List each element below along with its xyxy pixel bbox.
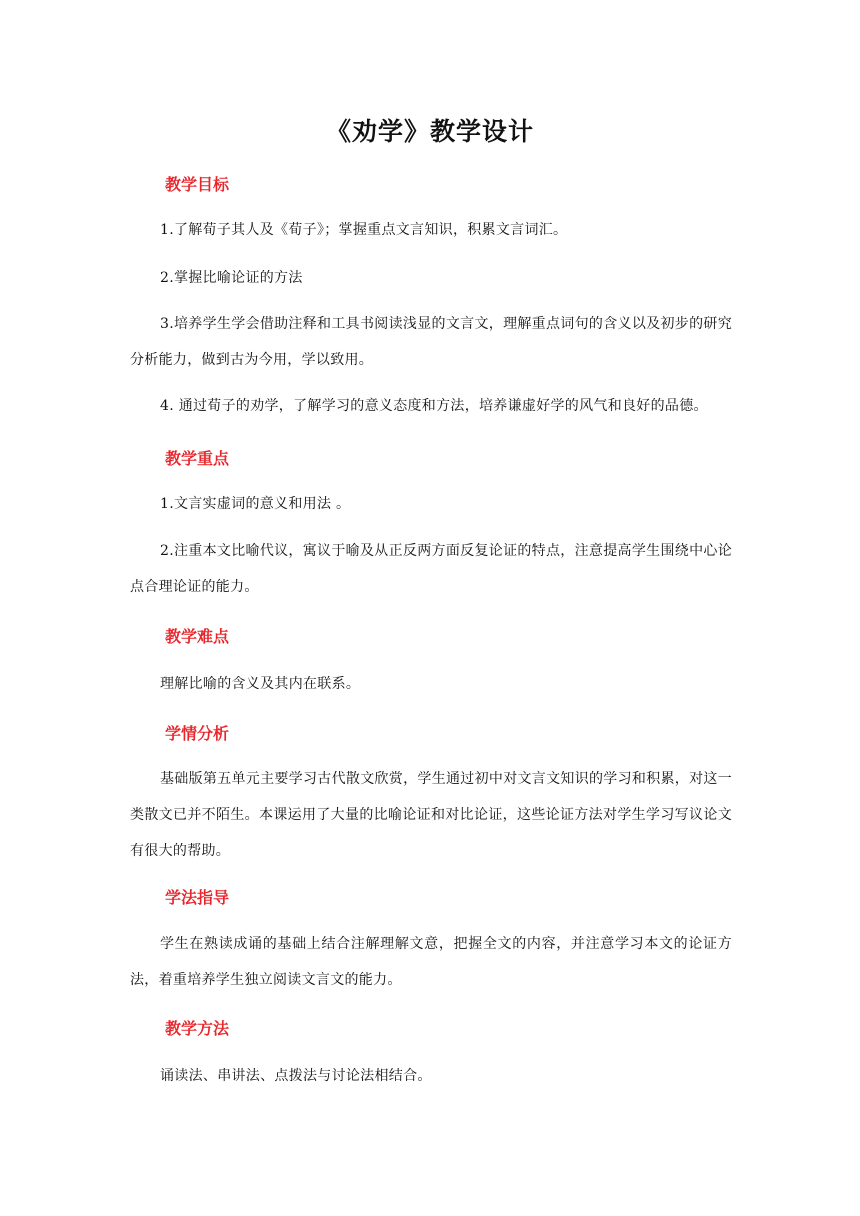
objectives-item-2: 2.掌握比喻论证的方法 xyxy=(160,270,303,286)
section-heading-difficulties: 教学难点 xyxy=(165,627,230,646)
objectives-item-3: 3.培养学生学会借助注释和工具书阅读浅显的文言文，理解重点词句的含义以及初步的研究分析能力，做到古为今用，学以致用。 xyxy=(130,316,732,368)
document-title: 《劝学》教学设计 xyxy=(325,117,534,146)
objectives-item-4: 4. 通过荀子的劝学，了解学习的意义态度和方法，培养谦虚好学的风气和良好的品德。 xyxy=(160,398,708,414)
section-heading-key-points: 教学重点 xyxy=(165,449,230,468)
objectives-item-1: 1.了解荀子其人及《荀子》；掌握重点文言知识，积累文言词汇。 xyxy=(160,222,568,238)
key-points-item-2: 2.注重本文比喻代议，寓议于喻及从正反两方面反复论证的特点，注意提高学生围绕中心论点合理论证的能力。 xyxy=(130,543,732,595)
learner-analysis-text: 基础版第五单元主要学习古代散文欣赏，学生通过初中对文言文知识的学习和积累，对这一类散文已并不陌生。本课运用了大量的比喻论证和对比论证，这些论证方法对学生学习写议论文有很大的帮助。 xyxy=(130,771,732,859)
section-heading-study-guidance: 学法指导 xyxy=(165,888,230,907)
section-heading-learner-analysis: 学情分析 xyxy=(165,724,230,743)
section-heading-teaching-methods: 教学方法 xyxy=(165,1019,230,1038)
difficulties-text: 理解比喻的含义及其内在联系。 xyxy=(160,676,361,692)
teaching-methods-text: 诵读法、串讲法、点拨法与讨论法相结合。 xyxy=(160,1068,432,1084)
key-points-item-1: 1.文言实虚词的意义和用法 。 xyxy=(160,496,351,512)
section-heading-objectives: 教学目标 xyxy=(165,175,230,194)
study-guidance-text: 学生在熟读成诵的基础上结合注解理解文意，把握全文的内容，并注意学习本文的论证方法，着重培养学生独立阅读文言文的能力。 xyxy=(130,936,732,988)
